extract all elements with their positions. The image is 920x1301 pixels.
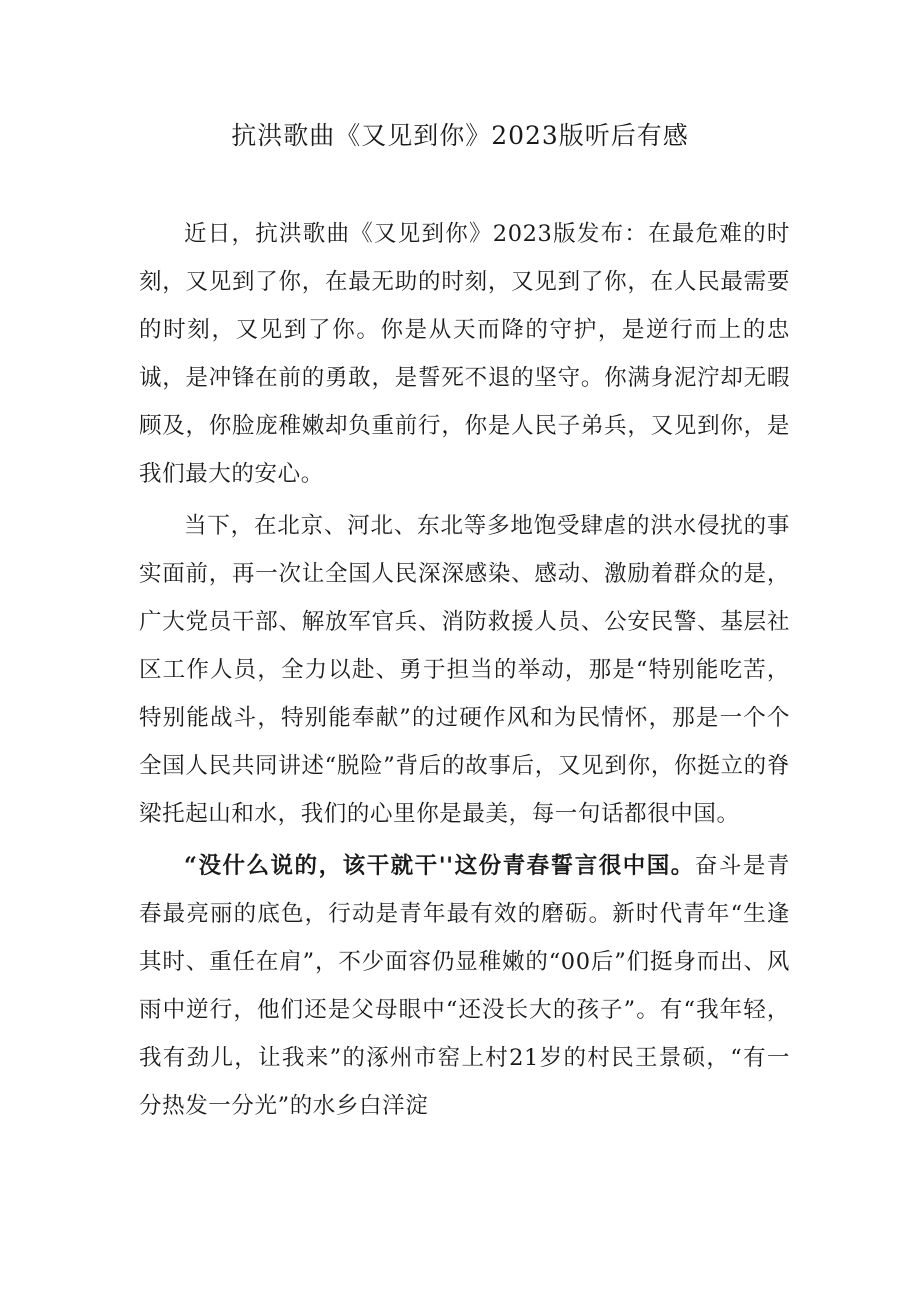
paragraph-2 — [139, 502, 790, 838]
paragraph-2-text: 当下，在北京、河北、东北等多地饱受肆虐的洪水侵扰的事实面前，再一次让全国人民深深感染、感动、激励着群众的是，广大党员干部、解放军官兵、消防救援人员、公安民警、基层社区工作人员，全力以赴、勇于担当的举动，那是“特别能吃苦，特别能战斗，特别能奉献”的过硬作风和为民情怀，那是一个个全国人民共同讲述“脱险”背后的故事后，又见到你，你挺立的脊梁托起山和水，我们的心里你是最美，每一句话都很中国。 — [139, 513, 790, 827]
document-body — [139, 210, 790, 1130]
document-title: 抗洪歌曲《又见到你》2023版听后有感 — [231, 121, 689, 150]
paragraph-1 — [139, 210, 790, 498]
paragraph-3-text: 奋斗是青春最亮丽的底色，行动是青年最有效的磨砺。新时代青年“生逢其时、重任在肩”，不少面容仍显稚嫩的“00后”们挺身而出、风雨中逆行，他们还是父母眼中“还没长大的孩子”。有“我年轻，我有劲儿，让我来”的涿州市窑上村21岁的村民王景硕，“有一分热发一分光”的水乡白洋淀 — [139, 853, 790, 1119]
paragraph-3 — [139, 842, 790, 1130]
paragraph-3-bold-lead: “没什么说的，该干就干''这份青春誓言很中国。 — [184, 853, 695, 879]
paragraph-1-text: 近日，抗洪歌曲《又见到你》2023版发布：在最危难的时刻，又见到了你，在最无助的时刻，又见到了你，在人民最需要的时刻，又见到了你。你是从天而降的守护，是逆行而上的忠诚，是冲锋在前的勇敢，是誓死不退的坚守。你满身泥泞却无暇顾及，你脸庞稚嫩却负重前行，你是人民子弟兵，又见到你，是我们最大的安心。 — [139, 221, 790, 487]
